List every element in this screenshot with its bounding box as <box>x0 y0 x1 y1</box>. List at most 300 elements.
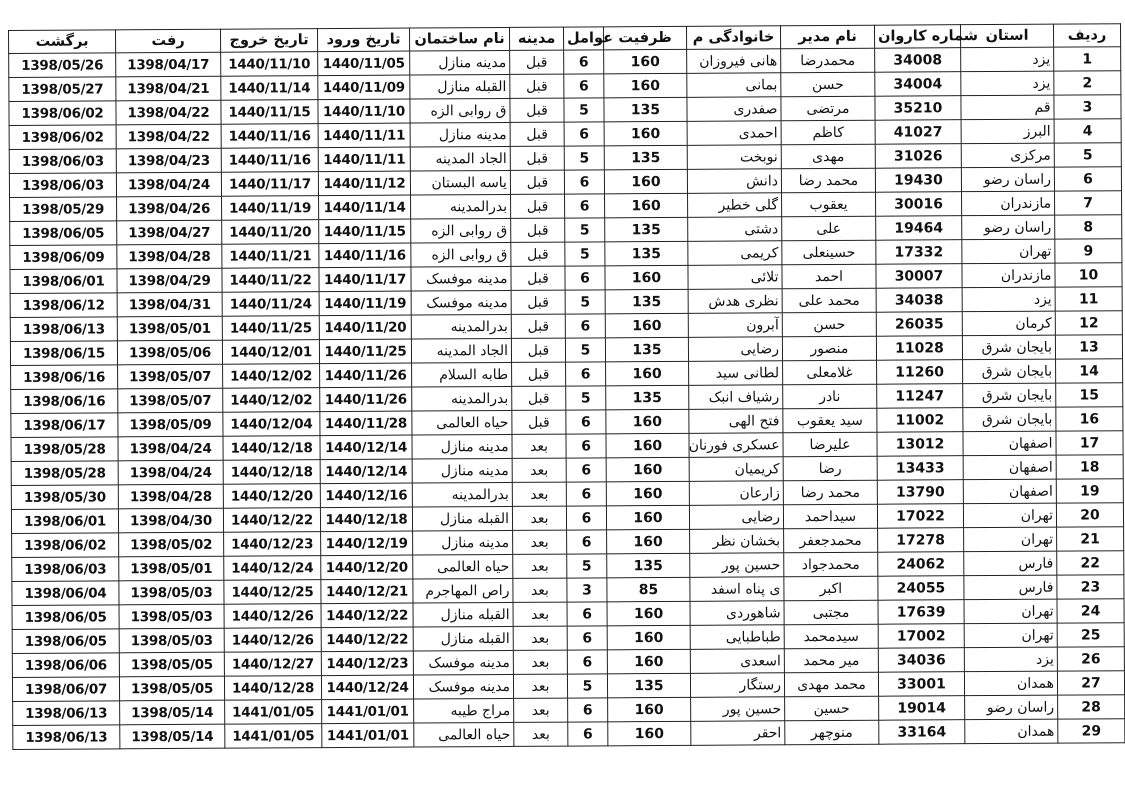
cell-province: البرز <box>961 119 1054 144</box>
cell-exit-date: 1440/12/26 <box>224 628 321 653</box>
cell-capacity: 160 <box>604 169 687 194</box>
cell-exit-date: 1440/12/20 <box>223 484 320 509</box>
cell-building-name: ق روابی الزه <box>410 98 510 123</box>
header-caravan-number: شماره کاروان <box>874 25 960 49</box>
cell-departure-date: 1398/04/21 <box>116 76 221 101</box>
cell-capacity: 135 <box>605 241 688 266</box>
cell-manager-name: حسینعلی <box>782 240 876 265</box>
cell-row-index: 4 <box>1054 119 1121 143</box>
cell-manager-family: تلائی <box>688 265 782 290</box>
cell-departure-date: 1398/04/17 <box>116 52 221 77</box>
cell-row-index: 2 <box>1054 71 1121 95</box>
cell-departure-date: 1398/05/14 <box>120 724 225 749</box>
cell-departure-date: 1398/04/24 <box>116 172 221 197</box>
cell-return-date: 1398/05/27 <box>9 77 116 102</box>
cell-exit-date: 1440/11/21 <box>222 244 319 269</box>
cell-row-index: 8 <box>1055 215 1122 239</box>
cell-exit-date: 1440/12/24 <box>224 556 321 581</box>
cell-caravan-number: 17278 <box>878 528 964 553</box>
cell-return-date: 1398/05/26 <box>9 53 116 78</box>
cell-province: مازندران <box>962 191 1055 216</box>
cell-staff: 6 <box>566 410 606 434</box>
cell-caravan-number: 17332 <box>876 240 962 265</box>
cell-manager-family: بمانی <box>687 73 781 98</box>
cell-province: اصفهان <box>963 431 1056 456</box>
cell-departure-date: 1398/05/03 <box>119 580 224 605</box>
cell-medina: قبل <box>511 242 565 266</box>
cell-building-name: بدرالمدینه <box>411 194 511 219</box>
cell-building-name: مراج طیبه <box>414 698 514 723</box>
cell-capacity: 135 <box>604 145 687 170</box>
cell-departure-date: 1398/04/24 <box>118 460 223 485</box>
cell-staff: 5 <box>565 242 605 266</box>
cell-manager-name: محمد مهدی <box>784 672 878 697</box>
cell-manager-name: یعقوب <box>782 192 876 217</box>
cell-province: راسان رضو <box>961 167 1054 192</box>
cell-capacity: 160 <box>606 433 689 458</box>
cell-capacity: 135 <box>607 673 690 698</box>
cell-return-date: 1398/05/29 <box>10 197 117 222</box>
cell-manager-name: حسن <box>782 312 876 337</box>
cell-manager-name: منصور <box>782 336 876 361</box>
cell-entry-date: 1440/11/26 <box>320 363 412 388</box>
cell-province: کرمان <box>962 311 1055 336</box>
cell-capacity: 160 <box>605 265 688 290</box>
cell-manager-name: رضا <box>783 456 877 481</box>
cell-manager-family: دانش <box>687 169 781 194</box>
cell-row-index: 12 <box>1055 311 1122 335</box>
cell-province: مازندران <box>962 263 1055 288</box>
cell-manager-name: کاظم <box>781 120 875 145</box>
cell-capacity: 160 <box>605 313 688 338</box>
cell-manager-family: رضایی <box>689 505 783 530</box>
cell-row-index: 3 <box>1054 95 1121 119</box>
cell-caravan-number: 33164 <box>879 720 965 745</box>
cell-return-date: 1398/06/02 <box>9 101 116 126</box>
cell-manager-family: لطانی سید <box>689 361 783 386</box>
cell-entry-date: 1440/11/15 <box>319 219 411 244</box>
cell-exit-date: 1440/11/16 <box>221 148 318 173</box>
cell-exit-date: 1440/11/10 <box>221 52 318 77</box>
cell-exit-date: 1440/11/14 <box>221 76 318 101</box>
cell-departure-date: 1398/05/05 <box>119 652 224 677</box>
cell-staff: 5 <box>567 674 607 698</box>
cell-manager-name: سیداحمد <box>783 504 877 529</box>
cell-return-date: 1398/06/04 <box>12 581 119 606</box>
cell-manager-name: محمد رضا <box>781 168 875 193</box>
cell-capacity: 135 <box>605 217 688 242</box>
cell-caravan-number: 13433 <box>877 456 963 481</box>
cell-building-name: مدینه منازل <box>410 122 510 147</box>
cell-departure-date: 1398/05/03 <box>119 628 224 653</box>
cell-manager-name: نادر <box>783 384 877 409</box>
cell-medina: قبل <box>510 50 564 74</box>
cell-province: راسان رضو <box>965 695 1058 720</box>
cell-capacity: 160 <box>607 601 690 626</box>
cell-medina: قبل <box>511 290 565 314</box>
cell-manager-name: محمدرضا <box>781 48 875 73</box>
table-body <box>9 47 1125 750</box>
cell-manager-name: غلامعلی <box>783 360 877 385</box>
cell-province: یزد <box>962 287 1055 312</box>
cell-entry-date: 1440/12/16 <box>320 483 412 508</box>
cell-manager-family: رشیاف انبک <box>689 385 783 410</box>
cell-manager-name: محمدجعفر <box>784 528 878 553</box>
cell-capacity: 160 <box>606 361 689 386</box>
cell-capacity: 135 <box>605 289 688 314</box>
cell-entry-date: 1440/11/26 <box>320 387 412 412</box>
cell-manager-family: نوبخت <box>687 145 781 170</box>
cell-entry-date: 1440/12/24 <box>321 675 413 700</box>
cell-caravan-number: 11247 <box>877 384 963 409</box>
cell-row-index: 18 <box>1056 455 1123 479</box>
cell-manager-family: احقر <box>691 721 785 746</box>
cell-departure-date: 1398/04/28 <box>117 244 222 269</box>
cell-capacity: 160 <box>607 625 690 650</box>
cell-medina: قبل <box>511 218 565 242</box>
cell-medina: قبل <box>510 146 564 170</box>
cell-departure-date: 1398/04/22 <box>116 124 221 149</box>
cell-staff: 6 <box>567 602 607 626</box>
cell-exit-date: 1440/11/25 <box>222 316 319 341</box>
cell-caravan-number: 17002 <box>878 624 964 649</box>
cell-manager-family: بخشان نظر <box>690 529 784 554</box>
cell-exit-date: 1441/01/05 <box>225 724 322 749</box>
cell-staff: 5 <box>566 386 606 410</box>
cell-medina: قبل <box>510 122 564 146</box>
cell-medina: قبل <box>511 338 565 362</box>
cell-entry-date: 1440/12/22 <box>321 603 413 628</box>
header-row-index: ردیف <box>1053 24 1120 47</box>
cell-building-name: مدینه منازل <box>412 458 512 483</box>
cell-entry-date: 1440/12/21 <box>321 579 413 604</box>
cell-medina: بعد <box>512 434 566 458</box>
cell-return-date: 1398/06/13 <box>13 725 120 750</box>
cell-capacity: 160 <box>608 697 691 722</box>
cell-province: قم <box>961 95 1054 120</box>
cell-province: یزد <box>964 647 1057 672</box>
cell-entry-date: 1440/11/11 <box>318 123 410 148</box>
cell-exit-date: 1440/12/28 <box>224 676 321 701</box>
cell-return-date: 1398/06/06 <box>12 653 119 678</box>
cell-staff: 6 <box>564 122 604 146</box>
cell-medina: بعد <box>513 554 567 578</box>
cell-manager-name: مرتضی <box>781 96 875 121</box>
cell-staff: 6 <box>565 314 605 338</box>
cell-exit-date: 1440/12/04 <box>223 412 320 437</box>
cell-building-name: القبله منازل <box>412 506 512 531</box>
cell-return-date: 1398/06/01 <box>10 269 117 294</box>
cell-caravan-number: 41027 <box>875 120 961 145</box>
cell-return-date: 1398/06/05 <box>12 605 119 630</box>
cell-building-name: مدینه موفسک <box>411 266 511 291</box>
cell-staff: 5 <box>567 554 607 578</box>
cell-caravan-number: 24055 <box>878 576 964 601</box>
cell-manager-name: علی <box>782 216 876 241</box>
header-building-name: نام ساختمان <box>409 27 509 51</box>
cell-building-name: مدینه موفسک <box>413 650 513 675</box>
cell-caravan-number: 13790 <box>877 480 963 505</box>
cell-caravan-number: 11002 <box>877 408 963 433</box>
cell-return-date: 1398/06/12 <box>10 293 117 318</box>
cell-exit-date: 1440/12/02 <box>223 388 320 413</box>
cell-entry-date: 1440/12/23 <box>321 651 413 676</box>
header-entry-date: تاریخ ورود <box>317 28 409 52</box>
cell-building-name: مدینه منازل <box>410 50 510 75</box>
cell-return-date: 1398/05/30 <box>11 485 118 510</box>
cell-exit-date: 1440/11/17 <box>221 172 318 197</box>
cell-return-date: 1398/06/03 <box>9 173 116 198</box>
cell-staff: 6 <box>566 434 606 458</box>
cell-building-name: ق روابی الزه <box>411 218 511 243</box>
cell-caravan-number: 35210 <box>875 96 961 121</box>
cell-entry-date: 1440/12/18 <box>320 507 412 532</box>
cell-medina: قبل <box>512 410 566 434</box>
cell-exit-date: 1440/12/22 <box>223 508 320 533</box>
cell-caravan-number: 26035 <box>876 312 962 337</box>
cell-manager-name: احمد <box>782 264 876 289</box>
cell-exit-date: 1441/01/05 <box>225 700 322 725</box>
cell-return-date: 1398/06/13 <box>10 317 117 342</box>
cell-staff: 6 <box>567 650 607 674</box>
cell-entry-date: 1440/12/14 <box>320 459 412 484</box>
cell-medina: بعد <box>513 626 567 650</box>
cell-exit-date: 1440/11/24 <box>222 292 319 317</box>
cell-entry-date: 1440/11/16 <box>319 243 411 268</box>
cell-exit-date: 1440/12/01 <box>222 340 319 365</box>
cell-manager-family: کریمیان <box>689 457 783 482</box>
cell-departure-date: 1398/05/07 <box>118 388 223 413</box>
cell-return-date: 1398/05/28 <box>11 461 118 486</box>
cell-staff: 6 <box>568 698 608 722</box>
cell-return-date: 1398/06/09 <box>10 245 117 270</box>
cell-province: مرکزی <box>961 143 1054 168</box>
cell-building-name: مدینه موفسک <box>413 674 513 699</box>
cell-capacity: 160 <box>604 49 687 74</box>
cell-manager-family: فتح الهی <box>689 409 783 434</box>
cell-departure-date: 1398/04/31 <box>117 292 222 317</box>
cell-manager-family: احمدی <box>687 121 781 146</box>
cell-staff: 3 <box>567 578 607 602</box>
cell-row-index: 7 <box>1055 191 1122 215</box>
cell-caravan-number: 34038 <box>876 288 962 313</box>
cell-entry-date: 1440/11/19 <box>319 291 411 316</box>
cell-manager-name: محمد رضا <box>783 480 877 505</box>
cell-row-index: 10 <box>1055 263 1122 287</box>
cell-caravan-number: 34008 <box>875 48 961 73</box>
caravan-schedule-table <box>8 23 1125 750</box>
cell-row-index: 9 <box>1055 239 1122 263</box>
cell-province: همدان <box>964 671 1057 696</box>
cell-medina: بعد <box>513 674 567 698</box>
cell-capacity: 135 <box>604 97 687 122</box>
cell-province: بایجان شرق <box>963 407 1056 432</box>
cell-caravan-number: 34036 <box>878 648 964 673</box>
cell-manager-name: سید یعقوب <box>783 408 877 433</box>
cell-manager-name: مجتبی <box>784 600 878 625</box>
cell-medina: بعد <box>513 602 567 626</box>
cell-exit-date: 1440/11/22 <box>222 268 319 293</box>
cell-return-date: 1398/06/02 <box>12 533 119 558</box>
cell-manager-family: عسکری فورنان <box>689 433 783 458</box>
cell-manager-name: میر محمد <box>784 648 878 673</box>
cell-capacity: 160 <box>606 457 689 482</box>
cell-province: تهران <box>964 623 1057 648</box>
cell-building-name: بدرالمدینه <box>411 314 511 339</box>
header-capacity: ظرفیت <box>603 26 686 50</box>
cell-manager-family: رضایی <box>688 337 782 362</box>
cell-caravan-number: 34004 <box>875 72 961 97</box>
cell-province: تهران <box>962 239 1055 264</box>
cell-manager-family: حسین پور <box>691 697 785 722</box>
cell-caravan-number: 19464 <box>876 216 962 241</box>
cell-province: اصفهان <box>963 455 1056 480</box>
cell-capacity: 160 <box>607 529 690 554</box>
cell-staff: 6 <box>566 362 606 386</box>
cell-medina: قبل <box>511 266 565 290</box>
cell-medina: بعد <box>513 578 567 602</box>
cell-building-name: مدینه منازل <box>413 530 513 555</box>
cell-building-name: القبله منازل <box>413 626 513 651</box>
cell-capacity: 160 <box>606 481 689 506</box>
cell-entry-date: 1440/11/09 <box>318 75 410 100</box>
cell-entry-date: 1441/01/01 <box>322 699 414 724</box>
cell-row-index: 14 <box>1056 359 1123 383</box>
cell-return-date: 1398/06/16 <box>11 365 118 390</box>
cell-staff: 6 <box>565 194 605 218</box>
cell-staff: 6 <box>567 626 607 650</box>
cell-manager-name: محمدجواد <box>784 552 878 577</box>
cell-manager-name: حسین <box>785 696 879 721</box>
cell-medina: قبل <box>510 98 564 122</box>
cell-departure-date: 1398/05/05 <box>119 676 224 701</box>
cell-manager-family: دشتی <box>688 217 782 242</box>
cell-manager-name: سیدمحمد <box>784 624 878 649</box>
cell-departure-date: 1398/05/07 <box>118 364 223 389</box>
cell-departure-date: 1398/04/30 <box>118 508 223 533</box>
cell-province: تهران <box>964 599 1057 624</box>
cell-building-name: الجاد المدینه <box>411 338 511 363</box>
cell-entry-date: 1440/12/14 <box>320 435 412 460</box>
cell-province: یزد <box>961 47 1054 72</box>
cell-row-index: 26 <box>1057 647 1124 671</box>
cell-manager-family: شاهوردی <box>690 601 784 626</box>
cell-building-name: حیاه العالمی <box>414 722 514 747</box>
cell-staff: 5 <box>564 146 604 170</box>
cell-row-index: 23 <box>1057 575 1124 599</box>
cell-medina: قبل <box>512 362 566 386</box>
cell-return-date: 1398/06/17 <box>11 413 118 438</box>
cell-province: بایجان شرق <box>963 383 1056 408</box>
cell-medina: قبل <box>510 170 564 194</box>
cell-entry-date: 1440/12/22 <box>321 627 413 652</box>
cell-building-name: طابه السلام <box>412 362 512 387</box>
cell-medina: قبل <box>510 74 564 98</box>
cell-entry-date: 1440/12/19 <box>321 531 413 556</box>
cell-province: فارس <box>964 551 1057 576</box>
cell-manager-name: اکبر <box>784 576 878 601</box>
cell-row-index: 27 <box>1057 671 1124 695</box>
cell-capacity: 135 <box>607 553 690 578</box>
cell-return-date: 1398/06/16 <box>11 389 118 414</box>
cell-building-name: القبله منازل <box>410 74 510 99</box>
cell-exit-date: 1440/12/26 <box>224 604 321 629</box>
cell-entry-date: 1440/11/28 <box>320 411 412 436</box>
cell-row-index: 16 <box>1056 407 1123 431</box>
cell-row-index: 19 <box>1056 479 1123 503</box>
cell-building-name: حیاه العالمی <box>413 554 513 579</box>
cell-return-date: 1398/06/05 <box>10 221 117 246</box>
cell-building-name: بدرالمدینه <box>412 386 512 411</box>
cell-row-index: 5 <box>1054 143 1121 167</box>
cell-capacity: 160 <box>608 721 691 746</box>
cell-departure-date: 1398/05/01 <box>117 316 222 341</box>
cell-caravan-number: 19430 <box>875 168 961 193</box>
cell-staff: 6 <box>567 530 607 554</box>
cell-caravan-number: 17639 <box>878 600 964 625</box>
cell-manager-name: منوچهر <box>785 720 879 745</box>
cell-province: تهران <box>964 527 1057 552</box>
cell-staff: 6 <box>564 170 604 194</box>
cell-province: همدان <box>965 719 1058 744</box>
cell-exit-date: 1440/11/15 <box>221 100 318 125</box>
cell-staff: 5 <box>565 218 605 242</box>
cell-building-name: راص المهاجرم <box>413 578 513 603</box>
cell-medina: بعد <box>512 482 566 506</box>
cell-entry-date: 1440/11/20 <box>319 315 411 340</box>
cell-staff: 5 <box>564 98 604 122</box>
cell-return-date: 1398/06/13 <box>13 701 120 726</box>
cell-exit-date: 1440/12/25 <box>224 580 321 605</box>
cell-return-date: 1398/05/28 <box>11 437 118 462</box>
cell-departure-date: 1398/04/28 <box>118 484 223 509</box>
cell-staff: 6 <box>566 506 606 530</box>
header-exit-date: تاریخ خروج <box>220 29 317 53</box>
cell-capacity: 135 <box>605 337 688 362</box>
cell-entry-date: 1440/11/11 <box>318 147 410 172</box>
header-departure-date: رفت <box>116 29 221 53</box>
cell-row-index: 22 <box>1057 551 1124 575</box>
cell-caravan-number: 17022 <box>877 504 963 529</box>
cell-staff: 6 <box>564 50 604 74</box>
cell-row-index: 29 <box>1058 719 1125 743</box>
cell-caravan-number: 24062 <box>878 552 964 577</box>
header-manager-family: خانوادگی م <box>686 26 780 50</box>
header-staff: عوامل <box>563 27 603 50</box>
cell-entry-date: 1440/11/05 <box>318 51 410 76</box>
header-manager-name: نام مدیر <box>780 25 874 49</box>
cell-building-name: مدینه منازل <box>412 434 512 459</box>
cell-staff: 6 <box>566 482 606 506</box>
cell-row-index: 28 <box>1058 695 1125 719</box>
header-return-date: برگشت <box>9 30 116 54</box>
cell-row-index: 13 <box>1055 335 1122 359</box>
cell-manager-name: محمد علی <box>782 288 876 313</box>
cell-staff: 6 <box>568 722 608 746</box>
cell-manager-family: طباطبایی <box>690 625 784 650</box>
cell-return-date: 1398/06/15 <box>10 341 117 366</box>
cell-departure-date: 1398/04/29 <box>117 268 222 293</box>
cell-medina: بعد <box>512 506 566 530</box>
cell-medina: بعد <box>514 698 568 722</box>
cell-entry-date: 1441/01/01 <box>322 723 414 748</box>
cell-return-date: 1398/06/01 <box>11 509 118 534</box>
cell-exit-date: 1440/12/18 <box>223 460 320 485</box>
cell-caravan-number: 19014 <box>879 696 965 721</box>
cell-manager-family: حسین پور <box>690 553 784 578</box>
cell-building-name: مدینه موفسک <box>411 290 511 315</box>
cell-manager-name: حسن <box>781 72 875 97</box>
